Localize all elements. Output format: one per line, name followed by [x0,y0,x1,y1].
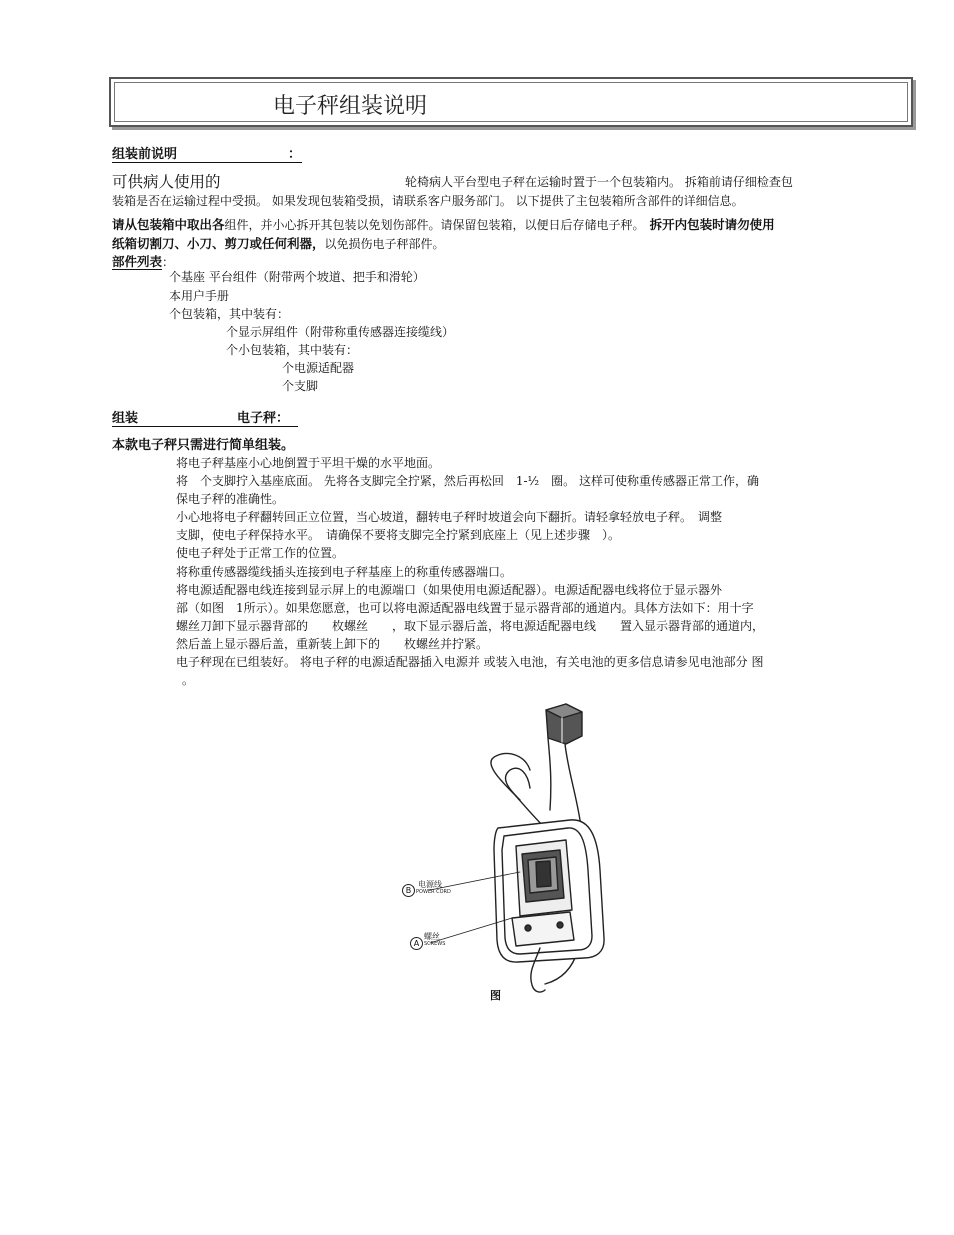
assembly-line: 。 [182,673,195,687]
assembly-line: 将电子秤基座小心地倒置于平坦干燥的水平地面。 [176,456,441,470]
parts-item-adapter: 个电源适配器 [282,361,355,375]
parts-list-heading [112,251,174,270]
intro-line-2: 装箱是否在运输过程中受损。 如果发现包装箱受损，请联系客户服务部门。 以下提供了主包装箱所含部件的详细信息。 [112,194,744,208]
parts-list-heading-colon: ： [162,255,175,269]
assembly-line: 部（如图 1所示）。如果您愿意，也可以将电源适配器电线置于显示器背部的通道内。具体方法如下：用十字 [176,601,754,615]
warning-line-1 [112,214,775,233]
warning-bold-1: 请从包装箱中取出各 [112,217,225,232]
assembly-heading-left: 组装 [112,411,139,426]
assembly-heading-right: 电子秤： [237,411,290,426]
assembly-heading [112,407,298,427]
label-a-marker: A [410,937,423,950]
parts-item-manual: 本用户手册 [169,289,230,303]
before-assembly-heading-colon: ： [288,147,302,162]
before-assembly-heading [112,143,302,163]
label-power-cord-en: POWER CORD [416,889,451,895]
label-b-marker: B [402,884,415,897]
parts-item-box: 个包装箱，其中装有： [169,307,290,321]
assembly-line: 然后盖上显示器后盖，重新装上卸下的 枚螺丝并拧紧。 [176,637,489,651]
assembly-line: 将 个支脚拧入基座底面。 先将各支脚完全拧紧，然后再松回 1-½ 圈。 这样可使称重传感器正常工作，确 [176,474,759,488]
assembly-line: 螺丝刀卸下显示器背部的 枚螺丝 ，取下显示器后盖，将电源适配器电线 置入显示器背部的通道内， [176,619,765,633]
page-title: 电子秤组装说明 [273,94,428,119]
assembly-line: 将电源适配器电线连接到显示屏上的电源端口（如果使用电源适配器）。电源适配器电线将位于显示器外 [176,583,723,597]
label-power-cord-cn: 电源线 [418,880,442,889]
assembly-line: 使电子秤处于正常工作的位置。 [176,546,345,560]
scale-display-illustration [400,700,615,995]
parts-item-small-box: 个小包装箱，其中装有： [226,343,359,357]
warning-bold-2: 拆开内包装时请勿使用 [649,217,775,232]
label-screws-cn: 螺丝 [424,932,440,941]
parts-item-feet: 个支脚 [282,379,319,393]
figure-caption: 图 [490,989,501,1002]
warning-bold-3: 纸箱切割刀、小刀、剪刀或任何利器， [112,236,325,251]
assembly-line: 小心地将电子秤翻转回正立位置，当心坡道，翻转电子秤时坡道会向下翻折。请轻拿轻放电子秤。 调整 [176,510,723,524]
parts-list-heading-text: 部件列表 [112,254,163,269]
assembly-intro: 本款电子秤只需进行简单组装。 [112,438,295,453]
warning-normal-1: 组件，并小心拆开其包装以免划伤部件。请保留包装箱，以便日后存储电子秤。 [224,218,645,232]
intro-line-1: 轮椅病人平台型电子秤在运输时置于一个包装箱内。 拆箱前请仔细检查包 [405,175,793,189]
parts-item-base: 个基座 平台组件（附带两个坡道、把手和滑轮） [169,270,425,284]
before-assembly-heading-text: 组装前说明 [112,147,178,162]
intro-large-text: 可供病人使用的 [112,173,221,191]
title-box-inner [114,82,908,122]
assembly-line: 保电子秤的准确性。 [176,492,285,506]
label-screws-en: SCREWS [424,941,446,947]
warning-normal-2: 以免损伤电子秤部件。 [324,237,445,251]
warning-line-2 [112,233,445,252]
parts-item-display: 个显示屏组件（附带称重传感器连接缆线） [226,325,455,339]
title-box [109,77,913,127]
assembly-line: 支脚，使电子秤保持水平。 请确保不要将支脚完全拧紧到底座上（见上述步骤 ）。 [176,528,621,542]
assembly-line: 将称重传感器缆线插头连接到电子秤基座上的称重传感器端口。 [176,565,513,579]
assembly-line: 电子秤现在已组装好。 将电子秤的电源适配器插入电源并 或装入电池，有关电池的更多信息请参见电池部分 图 [176,655,764,669]
